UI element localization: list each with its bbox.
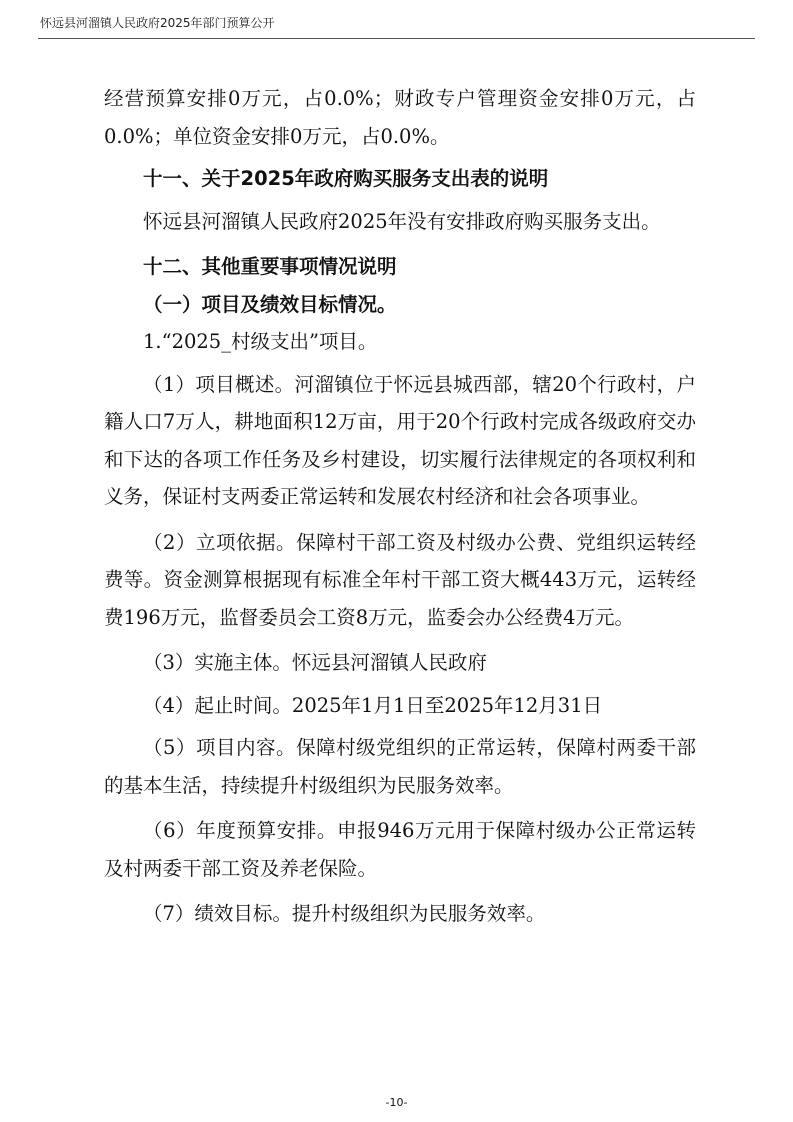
running-header: 怀远县河溜镇人民政府2025年部门预算公开 <box>40 16 275 30</box>
project-overview: （1）项目概述。河溜镇位于怀远县城西部，辖20个行政村，户籍人口7万人，耕地面积12万亩，用于20个行政村完成各级政府交办和下达的各项工作任务及乡村建设，切实履行法律规定的各项权利和义务，保证村支两委正常运转和发展农村经济和社会各项事业。 <box>104 372 696 508</box>
section-heading-11: 十一、关于2025年政府购买服务支出表的说明 <box>143 167 549 190</box>
document-body <box>104 80 696 933</box>
paragraph-budget-shares: 经营预算安排0万元，占0.0%；财政专户管理资金安排0万元，占0.0%；单位资金安排0万元，占0.0%。 <box>104 87 696 148</box>
project-implementer: （3）实施主体。怀远县河溜镇人民政府 <box>143 651 487 674</box>
page-number: -10- <box>385 1096 408 1109</box>
project-basis: （2）立项依据。保障村干部工资及村级办公费、党组织运转经费等。资金测算根据现有标准全年村干部工资大概443万元，运转经费196万元，监督委员会工资8万元，监委会办公经费4万元。 <box>104 530 696 629</box>
subsection-heading-projects: （一）项目及绩效目标情况。 <box>143 292 397 316</box>
project-title: 1.“2025_村级支出”项目。 <box>143 330 378 353</box>
section-heading-12: 十二、其他重要事项情况说明 <box>143 255 397 278</box>
header-rule <box>38 38 755 39</box>
project-content: （5）项目内容。保障村级党组织的正常运转，保障村两委干部的基本生活，持续提升村级组织为民服务效率。 <box>104 736 696 797</box>
paragraph-purchase-services: 怀远县河溜镇人民政府2025年没有安排政府购买服务支出。 <box>143 209 661 233</box>
project-performance-goal: （7）绩效目标。提升村级组织为民服务效率。 <box>143 902 546 925</box>
project-annual-budget: （6）年度预算安排。申报946万元用于保障村级办公正常运转及村两委干部工资及养老保险。 <box>104 819 696 880</box>
project-period: （4）起止时间。2025年1月1日至2025年12月31日 <box>143 693 603 717</box>
